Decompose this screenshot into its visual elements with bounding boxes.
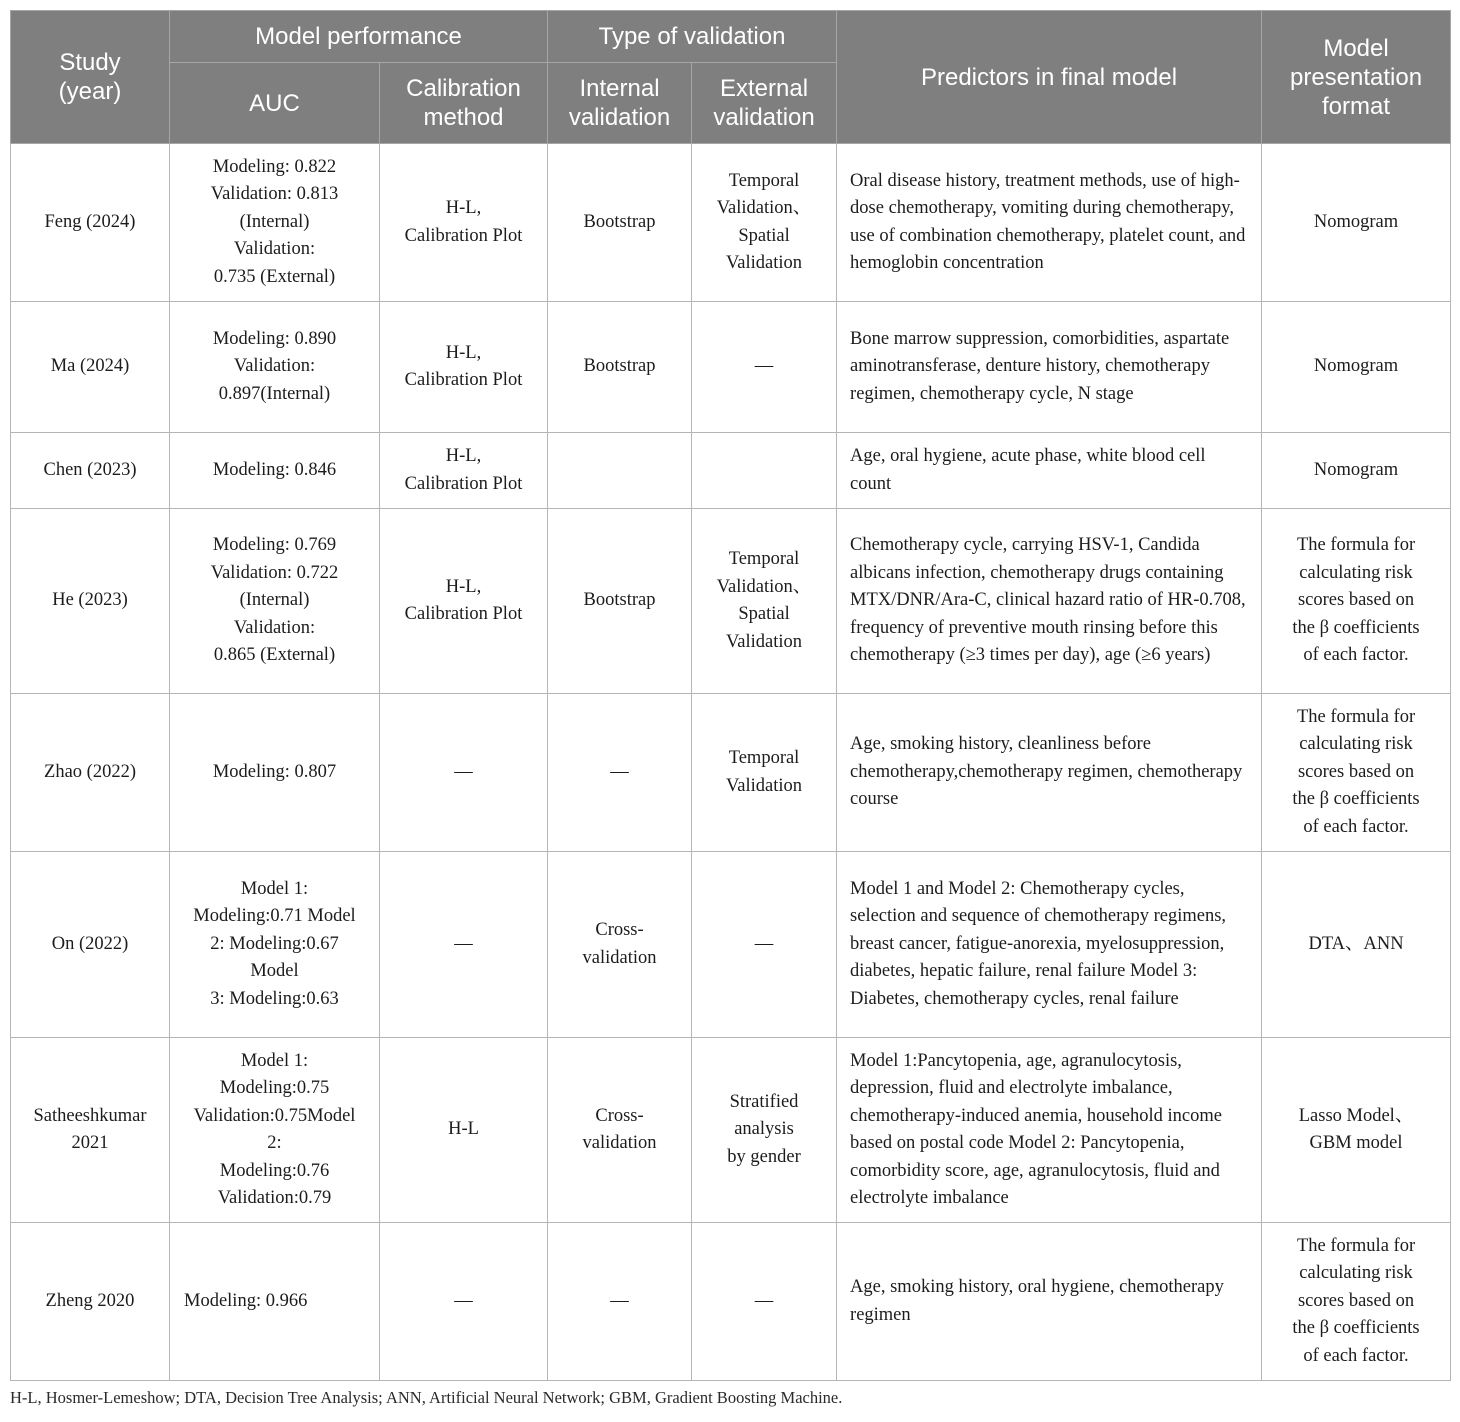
- cell-predictors: Age, smoking history, oral hygiene, chemotherapy regimen: [837, 1223, 1262, 1381]
- cell-auc: Modeling: 0.966: [170, 1223, 380, 1381]
- cell-internal-validation: Bootstrap: [548, 509, 692, 694]
- cell-presentation-format: DTA、ANN: [1262, 852, 1451, 1038]
- header-model-performance: Model performance: [170, 11, 548, 63]
- cell-calibration: —: [380, 852, 548, 1038]
- header-predictors: Predictors in final model: [837, 11, 1262, 144]
- cell-presentation-format: The formula for calculating risk scores based on the β coefficients of each factor.: [1262, 509, 1451, 694]
- cell-presentation-format: Nomogram: [1262, 144, 1451, 302]
- cell-predictors: Oral disease history, treatment methods, use of high-dose chemotherapy, vomiting during chemotherapy, use of combination chemotherapy, platelet count, and hemoglobin concentration: [837, 144, 1262, 302]
- cell-auc: Model 1: Modeling:0.75 Validation:0.75Model 2: Modeling:0.76 Validation:0.79: [170, 1038, 380, 1223]
- cell-study: Chen (2023): [11, 433, 170, 509]
- cell-auc: Model 1: Modeling:0.71 Model 2: Modeling:0.67 Model 3: Modeling:0.63: [170, 852, 380, 1038]
- model-comparison-table: [10, 10, 1451, 1381]
- cell-presentation-format: Nomogram: [1262, 433, 1451, 509]
- cell-external-validation: Stratified analysis by gender: [692, 1038, 837, 1223]
- cell-external-validation: Temporal Validation、 Spatial Validation: [692, 144, 837, 302]
- cell-predictors: Model 1:Pancytopenia, age, agranulocytosis, depression, fluid and electrolyte imbalance, chemotherapy-induced anemia, household income based on postal code Model 2: Pancytopenia, comorbidity score, age, agranulocytosis, fluid and electrolyte imbalance: [837, 1038, 1262, 1223]
- cell-internal-validation: Cross- validation: [548, 852, 692, 1038]
- cell-internal-validation: Bootstrap: [548, 302, 692, 433]
- cell-presentation-format: Lasso Model、 GBM model: [1262, 1038, 1451, 1223]
- cell-calibration: H-L: [380, 1038, 548, 1223]
- header-type-of-validation: Type of validation: [548, 11, 837, 63]
- cell-auc: Modeling: 0.890 Validation: 0.897(Internal): [170, 302, 380, 433]
- cell-calibration: H-L, Calibration Plot: [380, 144, 548, 302]
- cell-calibration: —: [380, 694, 548, 852]
- cell-auc: Modeling: 0.846: [170, 433, 380, 509]
- table-row: [11, 433, 1451, 509]
- table-row: [11, 1038, 1451, 1223]
- table-row: [11, 144, 1451, 302]
- header-calibration-method: Calibration method: [380, 63, 548, 144]
- cell-auc: Modeling: 0.807: [170, 694, 380, 852]
- cell-predictors: Age, oral hygiene, acute phase, white blood cell count: [837, 433, 1262, 509]
- cell-calibration: —: [380, 1223, 548, 1381]
- cell-presentation-format: Nomogram: [1262, 302, 1451, 433]
- cell-external-validation: —: [692, 852, 837, 1038]
- cell-internal-validation: Cross- validation: [548, 1038, 692, 1223]
- cell-external-validation: Temporal Validation、 Spatial Validation: [692, 509, 837, 694]
- header-presentation-format: Model presentation format: [1262, 11, 1451, 144]
- table-row: [11, 509, 1451, 694]
- table-footnote: H-L, Hosmer-Lemeshow; DTA, Decision Tree Analysis; ANN, Artificial Neural Network; GBM, Gradient Boosting Machine.: [10, 1388, 843, 1407]
- table-row: [11, 302, 1451, 433]
- cell-study: He (2023): [11, 509, 170, 694]
- cell-external-validation: —: [692, 302, 837, 433]
- cell-internal-validation: —: [548, 694, 692, 852]
- cell-internal-validation: [548, 433, 692, 509]
- cell-external-validation: Temporal Validation: [692, 694, 837, 852]
- cell-study: Satheeshkumar 2021: [11, 1038, 170, 1223]
- cell-calibration: H-L, Calibration Plot: [380, 509, 548, 694]
- table-body: [11, 144, 1451, 1381]
- table-row: [11, 694, 1451, 852]
- cell-predictors: Bone marrow suppression, comorbidities, aspartate aminotransferase, denture history, chemotherapy regimen, chemotherapy cycle, N stage: [837, 302, 1262, 433]
- cell-study: Zhao (2022): [11, 694, 170, 852]
- header-internal-validation: Internal validation: [548, 63, 692, 144]
- cell-study: Ma (2024): [11, 302, 170, 433]
- header-auc: AUC: [170, 63, 380, 144]
- cell-presentation-format: The formula for calculating risk scores based on the β coefficients of each factor.: [1262, 694, 1451, 852]
- cell-study: Feng (2024): [11, 144, 170, 302]
- cell-auc: Modeling: 0.769 Validation: 0.722 (Internal) Validation: 0.865 (External): [170, 509, 380, 694]
- cell-internal-validation: —: [548, 1223, 692, 1381]
- cell-auc: Modeling: 0.822 Validation: 0.813 (Internal) Validation: 0.735 (External): [170, 144, 380, 302]
- header-external-validation: External validation: [692, 63, 837, 144]
- cell-predictors: Age, smoking history, cleanliness before chemotherapy,chemotherapy regimen, chemotherapy course: [837, 694, 1262, 852]
- cell-presentation-format: The formula for calculating risk scores based on the β coefficients of each factor.: [1262, 1223, 1451, 1381]
- cell-calibration: H-L, Calibration Plot: [380, 433, 548, 509]
- table-header: [11, 11, 1451, 144]
- table-row: [11, 1223, 1451, 1381]
- cell-external-validation: —: [692, 1223, 837, 1381]
- cell-study: On (2022): [11, 852, 170, 1038]
- cell-external-validation: [692, 433, 837, 509]
- cell-calibration: H-L, Calibration Plot: [380, 302, 548, 433]
- table-row: [11, 852, 1451, 1038]
- header-study: Study (year): [11, 11, 170, 144]
- cell-predictors: Chemotherapy cycle, carrying HSV-1, Candida albicans infection, chemotherapy drugs containing MTX/DNR/Ara-C, clinical hazard ratio of HR-0.708, frequency of preventive mouth rinsing before this chemotherapy (≥3 times per day), age (≥6 years): [837, 509, 1262, 694]
- cell-predictors: Model 1 and Model 2: Chemotherapy cycles, selection and sequence of chemotherapy regimens, breast cancer, fatigue-anorexia, myelosuppression, diabetes, hepatic failure, renal failure Model 3: Diabetes, chemotherapy cycles, renal failure: [837, 852, 1262, 1038]
- cell-internal-validation: Bootstrap: [548, 144, 692, 302]
- cell-study: Zheng 2020: [11, 1223, 170, 1381]
